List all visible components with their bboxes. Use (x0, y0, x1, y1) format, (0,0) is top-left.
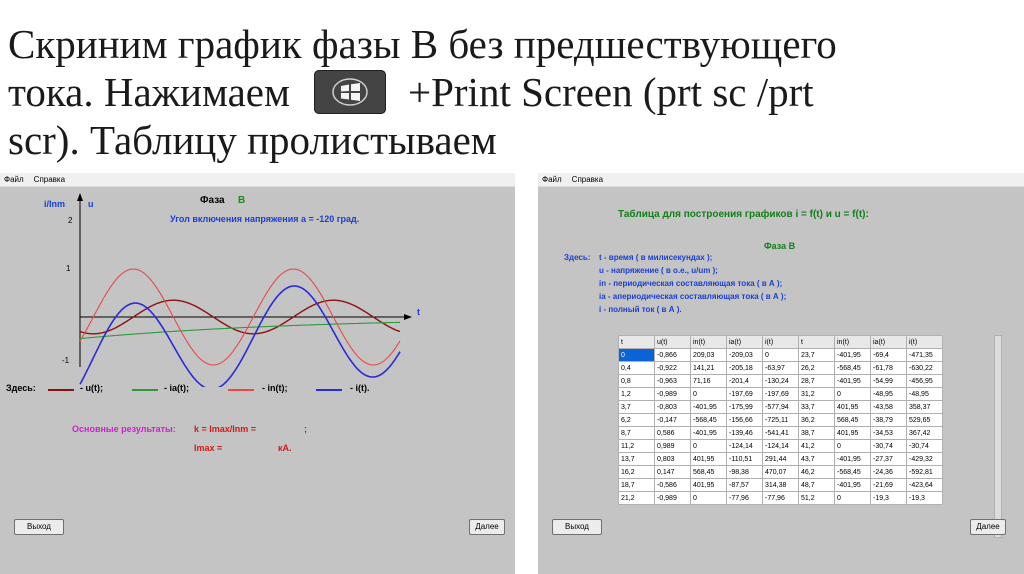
y-tick-label: 2 (68, 216, 73, 225)
legend-swatch (132, 389, 158, 391)
table-cell[interactable]: -0,586 (655, 479, 691, 492)
angle-text: Угол включения напряжения a = -120 град. (170, 214, 360, 224)
table-canvas (538, 187, 1024, 574)
table-cell[interactable]: 23,7 (799, 349, 835, 362)
y-tick-label: -1 (62, 356, 70, 365)
table-cell[interactable]: 48,7 (799, 479, 835, 492)
table-cell[interactable]: -197,69 (763, 388, 799, 401)
graph-window (0, 173, 515, 574)
x-axis-arrow (404, 314, 412, 320)
table-cell[interactable]: 28,7 (799, 375, 835, 388)
table-cell[interactable]: -30,74 (907, 440, 943, 453)
table-cell[interactable]: -0,922 (655, 362, 691, 375)
table-cell[interactable]: -0,803 (655, 401, 691, 414)
column-header: ia(t) (727, 336, 763, 349)
table-cell[interactable]: -577,94 (763, 401, 799, 414)
menu-file[interactable]: Файл (4, 175, 24, 184)
table-row[interactable] (619, 349, 943, 362)
table-cell[interactable]: -401,95 (835, 479, 871, 492)
table-cell[interactable]: 51,2 (799, 492, 835, 505)
table-cell[interactable]: -24,36 (871, 466, 907, 479)
table-cell[interactable]: 21,2 (619, 492, 655, 505)
table-cell[interactable]: 26,2 (799, 362, 835, 375)
windows-key-icon (314, 70, 386, 114)
table-cell[interactable]: -110,51 (727, 453, 763, 466)
table-cell[interactable]: -43,58 (871, 401, 907, 414)
table-cell[interactable]: 71,16 (691, 375, 727, 388)
table-cell[interactable]: -456,95 (907, 375, 943, 388)
table-cell[interactable]: 0 (619, 349, 655, 362)
table-cell[interactable]: 8,7 (619, 427, 655, 440)
table-cell[interactable]: 358,37 (907, 401, 943, 414)
i-curve (80, 286, 400, 387)
table-menubar (538, 173, 1024, 187)
data-table[interactable] (618, 335, 943, 505)
table-cell[interactable]: -130,24 (763, 375, 799, 388)
table-cell[interactable]: -423,64 (907, 479, 943, 492)
table-row[interactable] (619, 440, 943, 453)
table-cell[interactable]: -69,4 (871, 349, 907, 362)
desc-line: u - напряжение ( в о.е., u/um ); (599, 266, 718, 275)
table-cell[interactable]: -98,38 (727, 466, 763, 479)
table-cell[interactable]: 401,95 (835, 401, 871, 414)
table-cell[interactable]: -48,95 (871, 388, 907, 401)
next-button[interactable]: Далее (970, 519, 1006, 535)
table-cell[interactable]: 0 (763, 349, 799, 362)
table-row[interactable] (619, 414, 943, 427)
desc-line: t - время ( в милисекундах ); (599, 253, 713, 262)
table-row[interactable] (619, 401, 943, 414)
table-cell[interactable]: -19,3 (871, 492, 907, 505)
next-button[interactable]: Далее (469, 519, 505, 535)
table-cell[interactable]: -38,79 (871, 414, 907, 427)
table-cell[interactable]: 529,65 (907, 414, 943, 427)
table-cell[interactable]: 41,2 (799, 440, 835, 453)
table-header-row (619, 336, 943, 349)
table-cell[interactable]: -61,78 (871, 362, 907, 375)
table-cell[interactable]: 0,147 (655, 466, 691, 479)
table-cell[interactable]: -568,45 (691, 414, 727, 427)
table-cell[interactable]: 367,42 (907, 427, 943, 440)
menu-help[interactable]: Справка (33, 175, 66, 184)
table-cell[interactable]: 1,2 (619, 388, 655, 401)
table-cell[interactable]: -630,22 (907, 362, 943, 375)
table-cell[interactable]: -568,45 (835, 466, 871, 479)
table-cell[interactable]: -77,96 (727, 492, 763, 505)
table-cell[interactable]: -0,147 (655, 414, 691, 427)
table-cell[interactable]: 0 (691, 440, 727, 453)
table-cell[interactable]: -0,989 (655, 492, 691, 505)
column-header: i(t) (763, 336, 799, 349)
table-cell[interactable]: -401,95 (835, 349, 871, 362)
table-cell[interactable]: 16,2 (619, 466, 655, 479)
table-cell[interactable]: 6,2 (619, 414, 655, 427)
table-cell[interactable]: -201,4 (727, 375, 763, 388)
table-cell[interactable]: 36,2 (799, 414, 835, 427)
imax-label: Imax = (194, 443, 223, 453)
table-header: Таблица для построения графиков i = f(t) и u = f(t): (618, 209, 869, 220)
table-cell[interactable]: -209,03 (727, 349, 763, 362)
table-cell[interactable]: 31,2 (799, 388, 835, 401)
legend-swatch (228, 389, 254, 391)
table-cell[interactable]: -139,46 (727, 427, 763, 440)
table-row[interactable] (619, 453, 943, 466)
title-line-2-end: +Print Screen (prt sc /prt (407, 69, 814, 115)
legend-prefix: Здесь: (6, 383, 36, 393)
desc-line: i - полный ток ( в А ). (599, 305, 682, 314)
table-cell[interactable]: -429,32 (907, 453, 943, 466)
table-cell[interactable]: 11,2 (619, 440, 655, 453)
column-header: in(t) (835, 336, 871, 349)
table-cell[interactable]: 141,21 (691, 362, 727, 375)
y-axis-arrow (77, 193, 83, 201)
table-row[interactable] (619, 479, 943, 492)
column-header: t (619, 336, 655, 349)
table-cell[interactable]: 0,989 (655, 440, 691, 453)
table-cell[interactable]: 568,45 (835, 414, 871, 427)
table-cell[interactable]: 0 (835, 388, 871, 401)
table-cell[interactable]: -592,81 (907, 466, 943, 479)
column-header: u(t) (655, 336, 691, 349)
menu-help[interactable]: Справка (571, 175, 604, 184)
table-cell[interactable]: -401,95 (835, 453, 871, 466)
table-window (538, 173, 1024, 574)
table-cell[interactable]: -87,57 (727, 479, 763, 492)
table-cell[interactable]: -0,866 (655, 349, 691, 362)
table-cell[interactable]: 43,7 (799, 453, 835, 466)
table-cell[interactable]: 0 (691, 492, 727, 505)
table-cell[interactable]: 13,7 (619, 453, 655, 466)
title-line-1: Скриним график фазы В без предшествующего (8, 21, 837, 67)
table-cell[interactable]: -0,989 (655, 388, 691, 401)
y-axis-label: i/Inm (44, 199, 66, 209)
table-cell[interactable]: 0,8 (619, 375, 655, 388)
table-cell[interactable]: 209,03 (691, 349, 727, 362)
table-cell[interactable]: -19,3 (907, 492, 943, 505)
table-cell[interactable]: -0,963 (655, 375, 691, 388)
table-cell[interactable]: -54,99 (871, 375, 907, 388)
table-cell[interactable]: 401,95 (835, 427, 871, 440)
imax-unit: кА. (278, 443, 292, 453)
table-cell[interactable]: 401,95 (691, 479, 727, 492)
k-tail: ; (304, 424, 307, 434)
table-row[interactable] (619, 492, 943, 505)
title-line-2 (8, 68, 1008, 116)
table-cell[interactable]: 0,803 (655, 453, 691, 466)
t-axis-label: t (417, 307, 420, 317)
table-cell[interactable]: -725,11 (763, 414, 799, 427)
table-cell[interactable]: 33,7 (799, 401, 835, 414)
table-cell[interactable]: -568,45 (835, 362, 871, 375)
table-cell[interactable]: 0,586 (655, 427, 691, 440)
legend-label: - i(t). (350, 383, 370, 393)
table-scrollbar[interactable] (994, 335, 1002, 538)
table-cell[interactable]: -156,66 (727, 414, 763, 427)
table-cell[interactable]: -48,95 (907, 388, 943, 401)
table-cell[interactable]: -175,99 (727, 401, 763, 414)
table-cell[interactable]: 3,7 (619, 401, 655, 414)
legend-label: - in(t); (262, 383, 288, 393)
slide-title (8, 20, 1008, 164)
table-cell[interactable]: -471,35 (907, 349, 943, 362)
graph-phase: В (238, 195, 246, 206)
table-row[interactable] (619, 388, 943, 401)
ia-curve (80, 322, 400, 338)
table-row[interactable] (619, 362, 943, 375)
table-cell[interactable]: 314,38 (763, 479, 799, 492)
desc-line: in - периодическая составляющая тока ( в А ); (599, 279, 783, 288)
table-row[interactable] (619, 427, 943, 440)
table-cell[interactable]: -27,37 (871, 453, 907, 466)
table-cell[interactable]: -401,95 (835, 375, 871, 388)
table-cell[interactable]: 0 (691, 388, 727, 401)
title-line-2-start: тока. Нажимаем (8, 69, 290, 115)
table-cell[interactable]: 38,7 (799, 427, 835, 440)
menu-file[interactable]: Файл (542, 175, 562, 184)
legend-label: - ia(t); (164, 383, 189, 393)
graph-menubar (0, 173, 515, 187)
table-cell[interactable]: 470,07 (763, 466, 799, 479)
table-cell[interactable]: 0 (835, 440, 871, 453)
table-row[interactable] (619, 466, 943, 479)
table-cell[interactable]: -124,14 (763, 440, 799, 453)
exit-button[interactable]: Выход (552, 519, 602, 535)
legend-swatch (48, 389, 74, 391)
u-axis-label: u (88, 199, 94, 209)
table-cell[interactable]: -21,69 (871, 479, 907, 492)
table-cell[interactable]: 401,95 (691, 453, 727, 466)
table-cell[interactable]: 291,44 (763, 453, 799, 466)
table-cell[interactable]: -401,95 (691, 427, 727, 440)
table-phase: Фаза В (764, 241, 796, 251)
desc-prefix: Здесь: (564, 253, 591, 262)
graph-canvas (0, 187, 515, 574)
table-cell[interactable]: -77,96 (763, 492, 799, 505)
table-cell[interactable]: -401,95 (691, 401, 727, 414)
results-label: Основные результаты: (72, 424, 176, 434)
table-cell[interactable]: -34,53 (871, 427, 907, 440)
table-cell[interactable]: -197,69 (727, 388, 763, 401)
table-cell[interactable]: -63,97 (763, 362, 799, 375)
graph-title: Фаза (200, 195, 225, 206)
column-header: t (799, 336, 835, 349)
table-cell[interactable]: 46,2 (799, 466, 835, 479)
table-cell[interactable]: -541,41 (763, 427, 799, 440)
table-cell[interactable]: -205,18 (727, 362, 763, 375)
table-cell[interactable]: 0 (835, 492, 871, 505)
table-cell[interactable]: 568,45 (691, 466, 727, 479)
exit-button[interactable]: Выход (14, 519, 64, 535)
table-cell[interactable]: 0,4 (619, 362, 655, 375)
table-row[interactable] (619, 375, 943, 388)
column-header: in(t) (691, 336, 727, 349)
desc-line: ia - апериодическая составляющая тока ( в А ); (599, 292, 787, 301)
table-cell[interactable]: -124,14 (727, 440, 763, 453)
data-table-container[interactable] (618, 335, 994, 538)
graph-plot (0, 187, 515, 387)
legend-swatch (316, 389, 342, 391)
k-text: k = Imax/Inm = (194, 424, 257, 434)
y-tick-label: 1 (66, 264, 71, 273)
column-header: i(t) (907, 336, 943, 349)
column-header: ia(t) (871, 336, 907, 349)
legend-label: - u(t); (80, 383, 103, 393)
title-line-3: scr). Таблицу пролистываем (8, 117, 497, 163)
table-cell[interactable]: -30,74 (871, 440, 907, 453)
table-cell[interactable]: 18,7 (619, 479, 655, 492)
